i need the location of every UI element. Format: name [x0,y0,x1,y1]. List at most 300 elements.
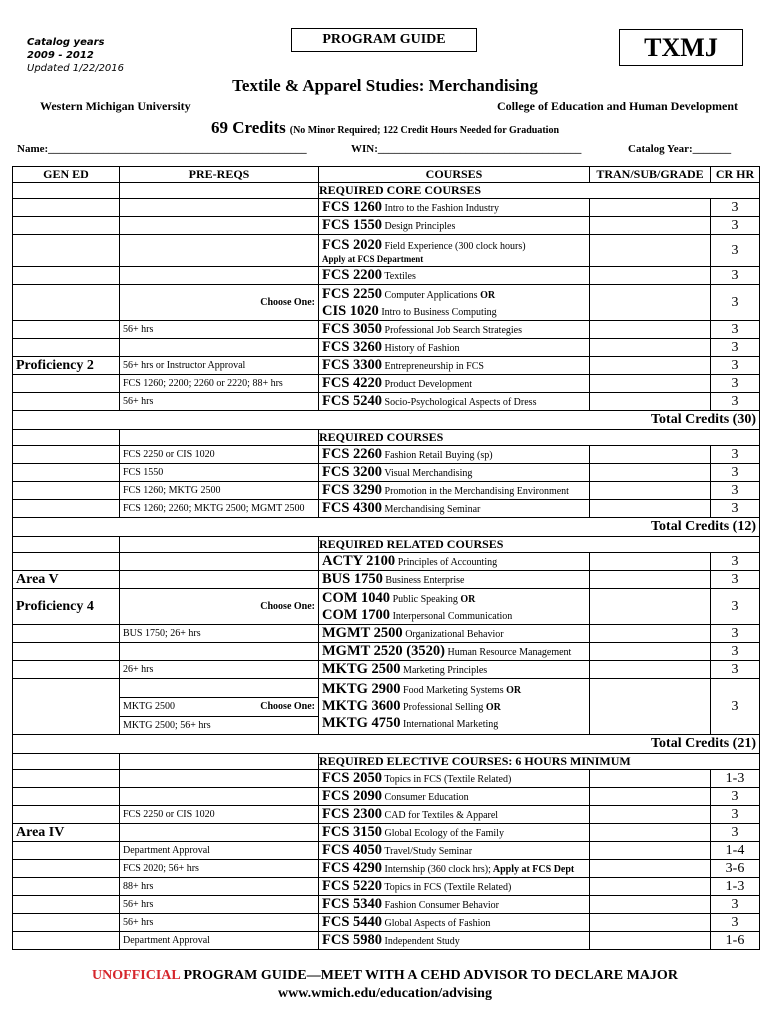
updated-date: Updated 1/22/2016 [27,63,125,74]
gen-ed-cell [13,375,120,393]
course-code: FCS 4220 [322,375,383,391]
prereq-cell [120,643,319,661]
course-code: FCS 3050 [322,321,383,337]
course-description: Internship (360 clock hrs); [384,864,491,875]
credit-hours-cell: 3 [711,339,760,357]
course-cell [319,446,590,464]
credit-hours-cell: 3 [711,500,760,518]
tran-sub-grade-cell[interactable] [590,199,711,217]
course-row [13,625,760,643]
course-code: FCS 1260 [322,199,383,215]
gen-ed-cell [13,446,120,464]
catalog-years-value: 2009 - 2012 [27,50,94,61]
credit-hours-cell: 1-3 [711,770,760,788]
course-description: Organizational Behavior [405,629,504,640]
course-cell [319,896,590,914]
course-cell [319,914,590,932]
tran-sub-grade-cell[interactable] [590,339,711,357]
gen-ed-cell [13,896,120,914]
credit-hours-cell: 3 [711,625,760,643]
course-note-bold: Apply at FCS Dept [490,864,575,875]
course-code: FCS 2300 [322,806,383,822]
gen-ed-cell [13,679,120,735]
credit-hours-cell: 3 [711,589,760,625]
tran-sub-grade-cell[interactable] [590,446,711,464]
course-row [13,267,760,285]
credit-hours-cell: 3 [711,446,760,464]
gen-ed-cell [13,878,120,896]
course-row [13,375,760,393]
alt-course [322,607,586,624]
university-name: Western Michigan University [40,99,191,113]
course-row [13,500,760,518]
gen-ed-cell [13,321,120,339]
program-guide-box: PROGRAM GUIDE [291,28,477,52]
course-description: Intro to Business Computing [381,306,497,318]
gen-ed-cell [13,643,120,661]
course-code: FCS 3260 [322,339,383,355]
alt-course [322,681,586,698]
gen-ed-cell [13,500,120,518]
or-label: OR [506,685,522,696]
gen-ed-cell [13,482,120,500]
prereq-cell: FCS 1550 [120,464,319,482]
course-code: MKTG 2900 [322,681,401,697]
tran-sub-grade-cell[interactable] [590,788,711,806]
prereq-cell: 56+ hrs [120,914,319,932]
prereq-cell [120,235,319,267]
total-credits: Total Credits (12) [13,518,760,537]
tran-sub-grade-cell[interactable] [590,806,711,824]
course-cell [319,878,590,896]
prereq-cell [120,199,319,217]
gen-ed-cell [13,625,120,643]
credit-hours-cell: 3 [711,824,760,842]
course-table [12,166,760,950]
footer-disclaimer-text: PROGRAM GUIDE—MEET WITH A CEHD ADVISOR TO DECLARE MAJOR [179,968,678,983]
course-row [13,914,760,932]
prereq-cell: BUS 1750; 26+ hrs [120,625,319,643]
tran-sub-grade-cell[interactable] [590,500,711,518]
tran-sub-grade-cell[interactable] [590,842,711,860]
prereq-text: MKTG 2500 [123,701,175,712]
course-code: ACTY 2100 [322,553,396,569]
course-code: MKTG 2500 [322,661,401,677]
section-spacer-pre [120,537,319,553]
section-title: REQUIRED CORE COURSES [319,183,760,199]
course-description: Marketing Principles [403,665,488,676]
credit-hours-cell: 3 [711,217,760,235]
course-row [13,824,760,842]
gen-ed-cell [13,806,120,824]
course-cell [319,625,590,643]
gen-ed-cell [13,339,120,357]
tran-sub-grade-cell[interactable] [590,267,711,285]
course-description: Visual Merchandising [384,468,473,479]
credits-note: (No Minor Required; 122 Credit Hours Needed for Graduation [289,125,560,136]
course-row [13,643,760,661]
credit-hours-cell: 3 [711,464,760,482]
section-required [13,430,760,446]
gen-ed-cell [13,842,120,860]
course-row [13,285,760,321]
gen-ed-cell [13,932,120,950]
total-credits: Total Credits (21) [13,735,760,754]
total-credits-row [13,735,760,754]
gen-ed-cell [13,770,120,788]
course-description: Food Marketing Systems [403,685,504,696]
footer-disclaimer [0,968,770,984]
or-label: OR [485,702,501,713]
course-cell [319,553,590,571]
credit-hours-cell: 3 [711,375,760,393]
col-header-tran-sub-grade: TRAN/SUB/GRADE [590,167,711,183]
tran-sub-grade-cell[interactable] [590,770,711,788]
credit-hours-cell: 3 [711,788,760,806]
tran-sub-grade-cell[interactable] [590,235,711,267]
column-header-row [13,167,760,183]
unofficial-label: UNOFFICIAL [92,968,180,983]
course-code: COM 1700 [322,606,391,623]
gen-ed-cell: Area IV [13,824,120,842]
section-related [13,537,760,553]
tran-sub-grade-cell[interactable] [590,914,711,932]
tran-sub-grade-cell[interactable] [590,393,711,411]
course-cell [319,217,590,235]
course-row [13,553,760,571]
choose-one-label: Choose One: [260,601,315,612]
col-header-gen-ed: GEN ED [13,167,120,183]
course-code: FCS 5240 [322,393,383,409]
course-row [13,878,760,896]
course-cell [319,375,590,393]
gen-ed-cell [13,914,120,932]
course-cell [319,267,590,285]
gen-ed-cell [13,553,120,571]
course-cell [319,321,590,339]
course-description: Intro to the Fashion Industry [384,203,499,214]
course-code: FCS 3200 [322,464,383,480]
course-description: Topics in FCS (Textile Related) [384,882,512,893]
catalog-year-field[interactable]: Catalog Year:_______ [628,143,732,155]
section-spacer-gen [13,537,120,553]
program-code-box: TXMJ [619,29,743,66]
course-code: MGMT 2520 (3520) [322,643,445,659]
catalog-years-label: Catalog years [27,37,105,48]
prereq-cell: 88+ hrs [120,878,319,896]
win-field[interactable]: WIN:_____________________________________ [351,143,582,155]
col-header-courses: COURSES [319,167,590,183]
course-description: Professional Selling [403,702,484,713]
credit-hours-cell: 1-6 [711,932,760,950]
tran-sub-grade-cell[interactable] [590,464,711,482]
course-row [13,446,760,464]
tran-sub-grade-cell[interactable] [590,824,711,842]
section-title: REQUIRED ELECTIVE COURSES: 6 HOURS MINIMUM [319,754,760,770]
prereq-cell: 56+ hrs [120,321,319,339]
credit-hours-cell: 3 [711,571,760,589]
tran-sub-grade-cell[interactable] [590,285,711,321]
course-note: Apply at FCS Department [322,254,424,264]
tran-sub-grade-cell[interactable] [590,482,711,500]
course-code: CIS 1020 [322,302,379,319]
tran-sub-grade-cell[interactable] [590,661,711,679]
course-cell [319,589,590,625]
name-field[interactable]: Name:_______________________________________________ [17,143,307,155]
course-cell [319,770,590,788]
section-title: REQUIRED RELATED COURSES [319,537,760,553]
section-spacer-gen [13,754,120,770]
course-code: MKTG 4750 [322,715,401,731]
section-spacer-gen [13,183,120,199]
course-code: FCS 5980 [322,932,383,948]
course-cell [319,661,590,679]
course-cell [319,571,590,589]
course-row [13,788,760,806]
section-core [13,183,760,199]
credit-hours-cell: 3 [711,357,760,375]
course-code: FCS 3150 [322,824,383,840]
credit-hours-cell: 3 [711,267,760,285]
section-title: REQUIRED COURSES [319,430,760,446]
course-cell [319,500,590,518]
course-code: FCS 3290 [322,482,383,498]
prereq-cell [120,267,319,285]
prereq-cell [120,553,319,571]
alt-course [322,303,586,320]
course-description: Consumer Education [384,792,469,803]
prereq-line [120,679,318,698]
alt-course [322,698,586,715]
tran-sub-grade-cell[interactable] [590,679,711,735]
course-code: FCS 2020 [322,237,383,253]
course-description: Principles of Accounting [397,557,498,568]
or-label: OR [480,289,496,301]
tran-sub-grade-cell[interactable] [590,860,711,878]
course-row [13,589,760,625]
prereq-cell: 26+ hrs [120,661,319,679]
course-row [13,393,760,411]
course-description: History of Fashion [384,343,460,354]
tran-sub-grade-cell[interactable] [590,932,711,950]
course-description: Textiles [384,271,416,282]
prereq-cell [120,824,319,842]
course-code: FCS 2260 [322,446,383,462]
gen-ed-cell: Proficiency 4 [13,589,120,625]
course-cell [319,842,590,860]
tran-sub-grade-cell[interactable] [590,375,711,393]
prereq-cell: Department Approval [120,842,319,860]
prereq-line [120,698,318,717]
course-row [13,661,760,679]
credit-hours-cell: 3 [711,482,760,500]
course-cell [319,788,590,806]
course-code: COM 1040 [322,589,391,606]
page-title: Textile & Apparel Studies: Merchandising [232,76,538,95]
course-description: Travel/Study Seminar [384,846,473,857]
credit-hours-cell: 3 [711,661,760,679]
course-code: FCS 3300 [322,357,383,373]
prereq-cell [120,217,319,235]
prereq-cell: FCS 1260; 2260; MKTG 2500; MGMT 2500 [120,500,319,518]
credit-hours-cell: 3 [711,393,760,411]
gen-ed-cell [13,199,120,217]
credit-hours-cell: 3-6 [711,860,760,878]
tran-sub-grade-cell[interactable] [590,553,711,571]
gen-ed-cell [13,267,120,285]
choose-one-label: Choose One: [260,297,315,308]
tran-sub-grade-cell[interactable] [590,896,711,914]
prereq-cell [120,788,319,806]
prereq-cell: FCS 2250 or CIS 1020 [120,806,319,824]
course-description: Professional Job Search Strategies [384,325,523,336]
course-code: FCS 4290 [322,860,383,876]
gen-ed-cell [13,235,120,267]
tran-sub-grade-cell[interactable] [590,643,711,661]
col-header-cr-hr: CR HR [711,167,760,183]
credit-hours-cell: 3 [711,643,760,661]
course-code: FCS 2090 [322,788,383,804]
gen-ed-cell [13,393,120,411]
col-header-prereqs: PRE-REQS [120,167,319,183]
course-row [13,357,760,375]
tran-sub-grade-cell[interactable] [590,571,711,589]
tran-sub-grade-cell[interactable] [590,357,711,375]
course-description: Promotion in the Merchandising Environment [384,486,569,497]
course-cell [319,482,590,500]
course-row [13,464,760,482]
credit-hours-cell: 1-3 [711,878,760,896]
credit-hours-cell: 1-4 [711,842,760,860]
section-spacer-pre [120,430,319,446]
prereq-cell: 56+ hrs [120,393,319,411]
credit-hours-cell: 3 [711,321,760,339]
course-cell [319,199,590,217]
credit-hours-cell: 3 [711,896,760,914]
course-row [13,199,760,217]
prereq-cell: 56+ hrs [120,896,319,914]
prereq-cell [120,589,319,625]
prereq-line: MKTG 2500; 56+ hrs [123,720,211,731]
course-code: BUS 1750 [322,571,383,587]
course-cell [319,285,590,321]
or-label: OR [460,593,476,605]
course-description: Merchandising Seminar [384,504,481,515]
gen-ed-cell [13,661,120,679]
gen-ed-cell: Proficiency 2 [13,357,120,375]
gen-ed-cell [13,860,120,878]
catalog-years-block [27,36,124,75]
course-description: Topics in FCS (Textile Related) [384,774,512,785]
course-description: Human Resource Management [447,647,572,658]
credit-hours-cell: 3 [711,679,760,735]
course-row [13,770,760,788]
course-code: FCS 2050 [322,770,383,786]
tran-sub-grade-cell[interactable] [590,217,711,235]
course-code: FCS 4050 [322,842,383,858]
prereq-cell [120,679,319,735]
course-row [13,235,760,267]
course-code: MGMT 2500 [322,625,403,641]
gen-ed-cell [13,285,120,321]
course-cell [319,860,590,878]
course-description: International Marketing [403,719,499,730]
section-elective [13,754,760,770]
course-row [13,842,760,860]
course-description: Computer Applications [384,289,478,301]
credit-hours-cell: 3 [711,553,760,571]
tran-sub-grade-cell[interactable] [590,321,711,339]
course-code: MKTG 3600 [322,698,401,714]
course-code: FCS 4300 [322,500,383,516]
tran-sub-grade-cell[interactable] [590,878,711,896]
course-row [13,932,760,950]
course-cell [319,806,590,824]
course-row [13,339,760,357]
prereq-cell [120,285,319,321]
choose-one-label: Choose One: [260,701,315,712]
credits-total: 69 Credits [210,118,286,137]
course-row [13,806,760,824]
advising-link[interactable]: www.wmich.edu/education/advising [278,986,492,1001]
course-description: Socio-Psychological Aspects of Dress [384,397,537,408]
credit-hours-cell: 3 [711,806,760,824]
course-row [13,321,760,339]
course-cell [319,339,590,357]
course-code: FCS 5440 [322,914,383,930]
section-spacer-gen [13,430,120,446]
course-cell [319,932,590,950]
course-cell [319,679,590,735]
course-row [13,571,760,589]
tran-sub-grade-cell[interactable] [590,625,711,643]
section-spacer-pre [120,754,319,770]
course-cell [319,643,590,661]
section-spacer-pre [120,183,319,199]
course-description: CAD for Textiles & Apparel [384,810,499,821]
course-description: Business Enterprise [385,575,465,586]
course-cell [319,357,590,375]
prereq-cell [120,339,319,357]
gen-ed-cell [13,217,120,235]
course-description: Fashion Consumer Behavior [384,900,499,911]
course-row [13,860,760,878]
total-credits-row [13,518,760,537]
course-description: Independent Study [384,936,460,947]
course-cell [319,824,590,842]
course-row [13,896,760,914]
credit-hours-cell: 3 [711,914,760,932]
course-code: FCS 1550 [322,217,383,233]
credit-hours-cell: 3 [711,199,760,217]
course-description: Field Experience (300 clock hours) [384,241,526,252]
prereq-cell: FCS 2250 or CIS 1020 [120,446,319,464]
prereq-cell [120,770,319,788]
tran-sub-grade-cell[interactable] [590,589,711,625]
marketing-choose-row [13,679,760,735]
course-description: Fashion Retail Buying (sp) [384,450,493,461]
total-credits: Total Credits (30) [13,411,760,430]
course-description: Global Aspects of Fashion [384,918,491,929]
course-description: Product Development [384,379,473,390]
course-description: Public Speaking [392,593,458,605]
gen-ed-cell: Area V [13,571,120,589]
course-description: Interpersonal Communication [392,610,513,622]
alt-course [322,715,586,732]
prereq-cell: FCS 1260; MKTG 2500 [120,482,319,500]
course-cell [319,393,590,411]
course-code: FCS 5340 [322,896,383,912]
